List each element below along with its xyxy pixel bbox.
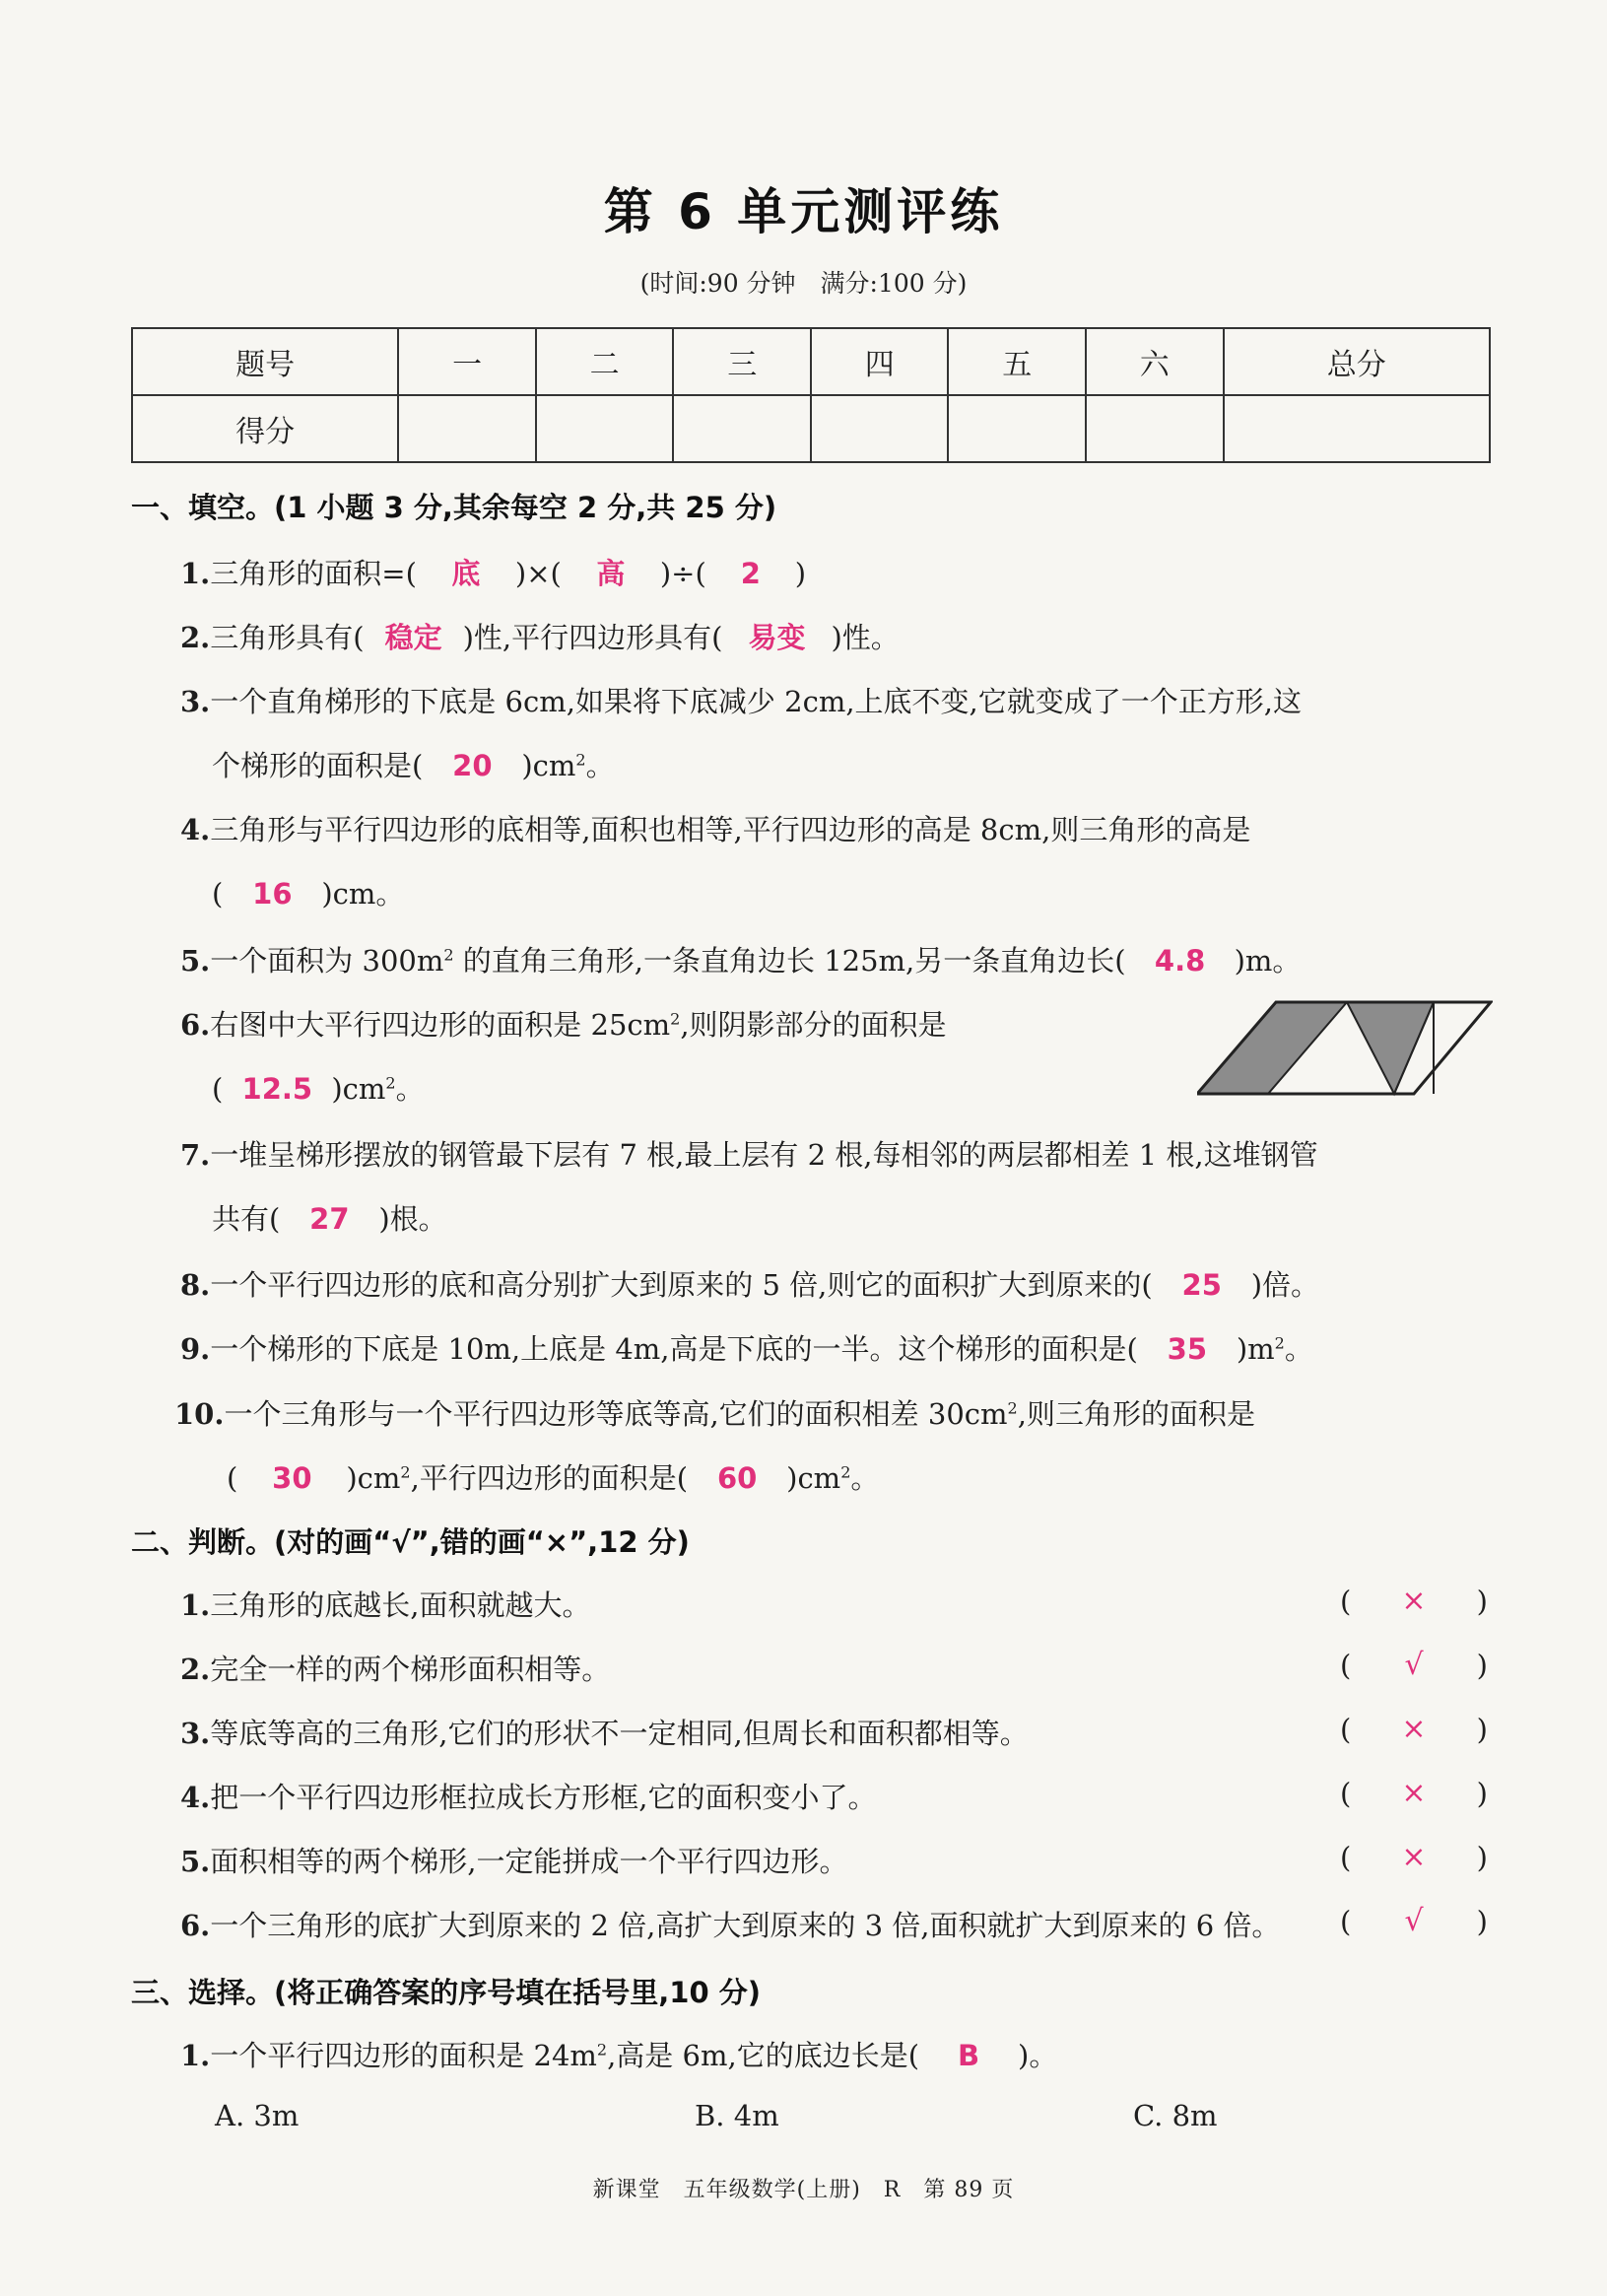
question-text: 把一个平行四边形框拉成长方形框,它的面积变小了。 [210,1781,877,1814]
question-number: 1. [180,2039,211,2072]
answer: 25 [1181,1268,1222,1302]
score-row-label: 得分 [132,395,398,462]
answer: 35 [1167,1332,1207,1366]
question-text: 等底等高的三角形,它们的形状不一定相同,但周长和面积都相等。 [210,1717,1029,1750]
question-number: 2. [180,1653,211,1686]
question-1-1 [180,552,806,592]
question-1-6-line2 [212,1067,425,1108]
question-number: 3. [180,685,211,718]
section2-heading: 二、判断。(对的画“√”,错的画“×”,12 分) [131,1525,690,1559]
question-text: 。 [585,749,615,782]
option-a[interactable]: A. 3m [215,2099,300,2132]
question-text: ,高是 6m,它的底边长是( [607,2039,920,2072]
check-mark: √ [1404,1648,1424,1682]
answer: 30 [272,1461,312,1495]
score-header-cell: 六 [1086,328,1224,395]
question-number: 3. [180,1717,211,1750]
superscript: 2 [443,945,454,965]
score-cell[interactable] [1086,395,1224,462]
question-text: 三角形的面积=( [210,557,417,590]
superscript: 2 [575,750,586,770]
shaded-triangle [1197,1002,1347,1094]
question-text: ,平行四边形的面积是( [410,1461,689,1495]
answer: 12.5 [241,1072,313,1106]
section3-heading: 三、选择。(将正确答案的序号填在括号里,10 分) [131,1976,761,2009]
superscript: 2 [596,2040,608,2060]
question-text: 完全一样的两个梯形面积相等。 [210,1653,611,1686]
judge-item [180,1840,848,1880]
question-text: 。 [395,1072,425,1106]
score-header-cell: 五 [948,328,1086,395]
score-header-cell: 四 [811,328,949,395]
question-text: 一个三角形的底扩大到原来的 2 倍,高扩大到原来的 3 倍,面积就扩大到原来的 6 倍。 [210,1909,1281,1942]
left-paren: ( [1340,1840,1352,1874]
question-text: 个梯形的面积是( [212,749,424,782]
question-1-5 [180,939,1301,979]
question-text: )根。 [378,1202,447,1236]
question-1-4-line2 [212,872,404,912]
question-number: 7. [180,1138,211,1172]
score-header-cell: 二 [536,328,674,395]
page-footer: 新课堂 五年级数学(上册) R 第 89 页 [592,2178,1015,2202]
question-number: 10. [174,1397,225,1431]
score-cell[interactable] [398,395,536,462]
judge-answer-box[interactable] [1340,1648,1488,1682]
question-text: )cm。 [321,877,405,911]
question-text: 一个三角形与一个平行四边形等底等高,它们的面积相差 30cm [224,1397,1008,1431]
right-paren: ) [1476,1776,1488,1810]
superscript: 2 [670,1009,681,1029]
right-paren: ) [1476,1904,1488,1938]
question-1-7-line2 [212,1197,447,1238]
section1-heading: 一、填空。(1 小题 3 分,其余每空 2 分,共 25 分) [131,491,777,524]
answer: 4.8 [1154,944,1206,978]
page-title: 第 6 单元测评练 [603,183,1004,240]
question-text: )。 [1018,2039,1058,2072]
question-1-8 [180,1263,1319,1304]
right-paren: ) [1476,1712,1488,1746]
score-table [131,327,1491,463]
answer: 易变 [748,621,806,654]
question-text: )性。 [831,621,900,654]
question-1-6 [180,1003,947,1044]
question-text: 右图中大平行四边形的面积是 25cm [210,1008,671,1042]
right-paren: ) [1476,1840,1488,1874]
question-text: )×( [514,557,562,590]
question-number: 6. [180,1008,211,1042]
question-text: 一个面积为 300m [210,944,444,978]
answer: 16 [252,877,293,911]
question-text: )cm [786,1461,841,1495]
question-text: )倍。 [1250,1268,1320,1302]
superscript: 2 [840,1462,851,1482]
question-text: 三角形与平行四边形的底相等,面积也相等,平行四边形的高是 8cm,则三角形的高是 [210,813,1251,846]
question-number: 4. [180,813,211,846]
page-subtitle: (时间:90 分钟 满分:100 分) [639,269,968,298]
superscript: 2 [1274,1333,1285,1353]
question-text: 。 [850,1461,880,1495]
judge-item [180,1776,877,1816]
judge-answer-box[interactable] [1340,1840,1488,1874]
question-number: 2. [180,621,211,654]
answer: 60 [716,1461,758,1495]
shaded-triangle [1347,1002,1434,1094]
question-text: ( [227,1461,238,1495]
score-header-cell: 三 [673,328,811,395]
question-1-4 [180,808,1250,848]
question-number: 5. [180,944,211,978]
question-text: 共有( [212,1202,281,1236]
judge-item [180,1904,1280,1944]
question-text: )cm [346,1461,401,1495]
question-number: 8. [180,1268,211,1302]
score-table-score-row [132,395,1490,462]
question-text: )m [1236,1332,1275,1366]
cross-mark: × [1401,1776,1427,1810]
score-cell[interactable] [811,395,949,462]
question-number: 1. [180,557,211,590]
question-1-2 [180,616,900,656]
left-paren: ( [1340,1712,1352,1746]
question-text: ,则阴影部分的面积是 [680,1008,947,1042]
question-number: 1. [180,1588,211,1622]
judge-item [180,1648,610,1688]
check-mark: √ [1404,1904,1424,1938]
cross-mark: × [1401,1584,1427,1618]
question-1-9 [180,1327,1313,1368]
cross-mark: × [1401,1712,1427,1746]
question-text: )性,平行四边形具有( [462,621,723,654]
question-text: 一个梯形的下底是 10m,上底是 4m,高是下底的一半。这个梯形的面积是( [210,1332,1138,1366]
judge-answer-box[interactable] [1340,1904,1488,1938]
question-text: 。 [1284,1332,1313,1366]
cross-mark: × [1401,1840,1427,1874]
question-1-10 [174,1392,1255,1433]
score-table-header-row [132,328,1490,395]
question-text: )÷( [659,557,706,590]
question-text: )cm [331,1072,386,1106]
question-text: 面积相等的两个梯形,一定能拼成一个平行四边形。 [210,1845,848,1878]
question-1-10-line2 [227,1456,879,1497]
question-1-7 [180,1133,1318,1174]
answer: B [957,2039,980,2072]
option-c[interactable]: C. 8m [1133,2099,1218,2132]
right-paren: ) [1476,1648,1488,1682]
question-text: )cm [521,749,576,782]
question-1-3 [180,680,1302,720]
left-paren: ( [1340,1584,1352,1618]
question-number: 5. [180,1845,211,1878]
option-b[interactable]: B. 4m [695,2099,779,2132]
left-paren: ( [1340,1904,1352,1938]
question-text: ( [212,1072,224,1106]
question-text: 三角形具有( [210,621,365,654]
score-header-cell: 一 [398,328,536,395]
score-header-cell: 总分 [1224,328,1490,395]
superscript: 2 [400,1462,411,1482]
question-text: ,则三角形的面积是 [1017,1397,1255,1431]
question-text: )m。 [1234,944,1302,978]
judge-answer-box[interactable] [1340,1776,1488,1810]
question-number: 6. [180,1909,211,1942]
question-3-1 [180,2034,1057,2074]
question-1-3-line2 [212,744,615,784]
score-cell[interactable] [1224,395,1490,462]
question-text: 一堆呈梯形摆放的钢管最下层有 7 根,最上层有 2 根,每相邻的两层都相差 1 根,这堆钢管 [210,1138,1318,1172]
question-text: 一个平行四边形的底和高分别扩大到原来的 5 倍,则它的面积扩大到原来的( [210,1268,1153,1302]
score-cell[interactable] [536,395,674,462]
score-header-cell: 题号 [132,328,398,395]
superscript: 2 [385,1073,396,1093]
answer: 稳定 [384,621,442,654]
question-text: ) [794,557,807,590]
question-number: 9. [180,1332,211,1366]
left-paren: ( [1340,1776,1352,1810]
right-paren: ) [1476,1584,1488,1618]
answer: 27 [309,1202,350,1236]
answer: 高 [596,557,626,590]
judge-item [180,1584,591,1624]
question-text: 一个直角梯形的下底是 6cm,如果将下底减少 2cm,上底不变,它就变成了一个正方形,这 [210,685,1302,718]
judge-answer-box[interactable] [1340,1712,1488,1746]
parallelogram-figure [1197,1000,1493,1099]
question-number: 4. [180,1781,211,1814]
answer: 2 [740,557,761,590]
question-text: ( [212,877,224,911]
judge-item [180,1712,1029,1752]
question-text: 的直角三角形,一条直角边长 125m,另一条直角边长( [453,944,1126,978]
answer: 20 [452,749,493,782]
score-cell[interactable] [948,395,1086,462]
score-cell[interactable] [673,395,811,462]
superscript: 2 [1007,1398,1018,1418]
question-text: 三角形的底越长,面积就越大。 [210,1588,591,1622]
judge-answer-box[interactable] [1340,1584,1488,1618]
question-text: 一个平行四边形的面积是 24m [210,2039,597,2072]
answer: 底 [451,557,481,590]
left-paren: ( [1340,1648,1352,1682]
